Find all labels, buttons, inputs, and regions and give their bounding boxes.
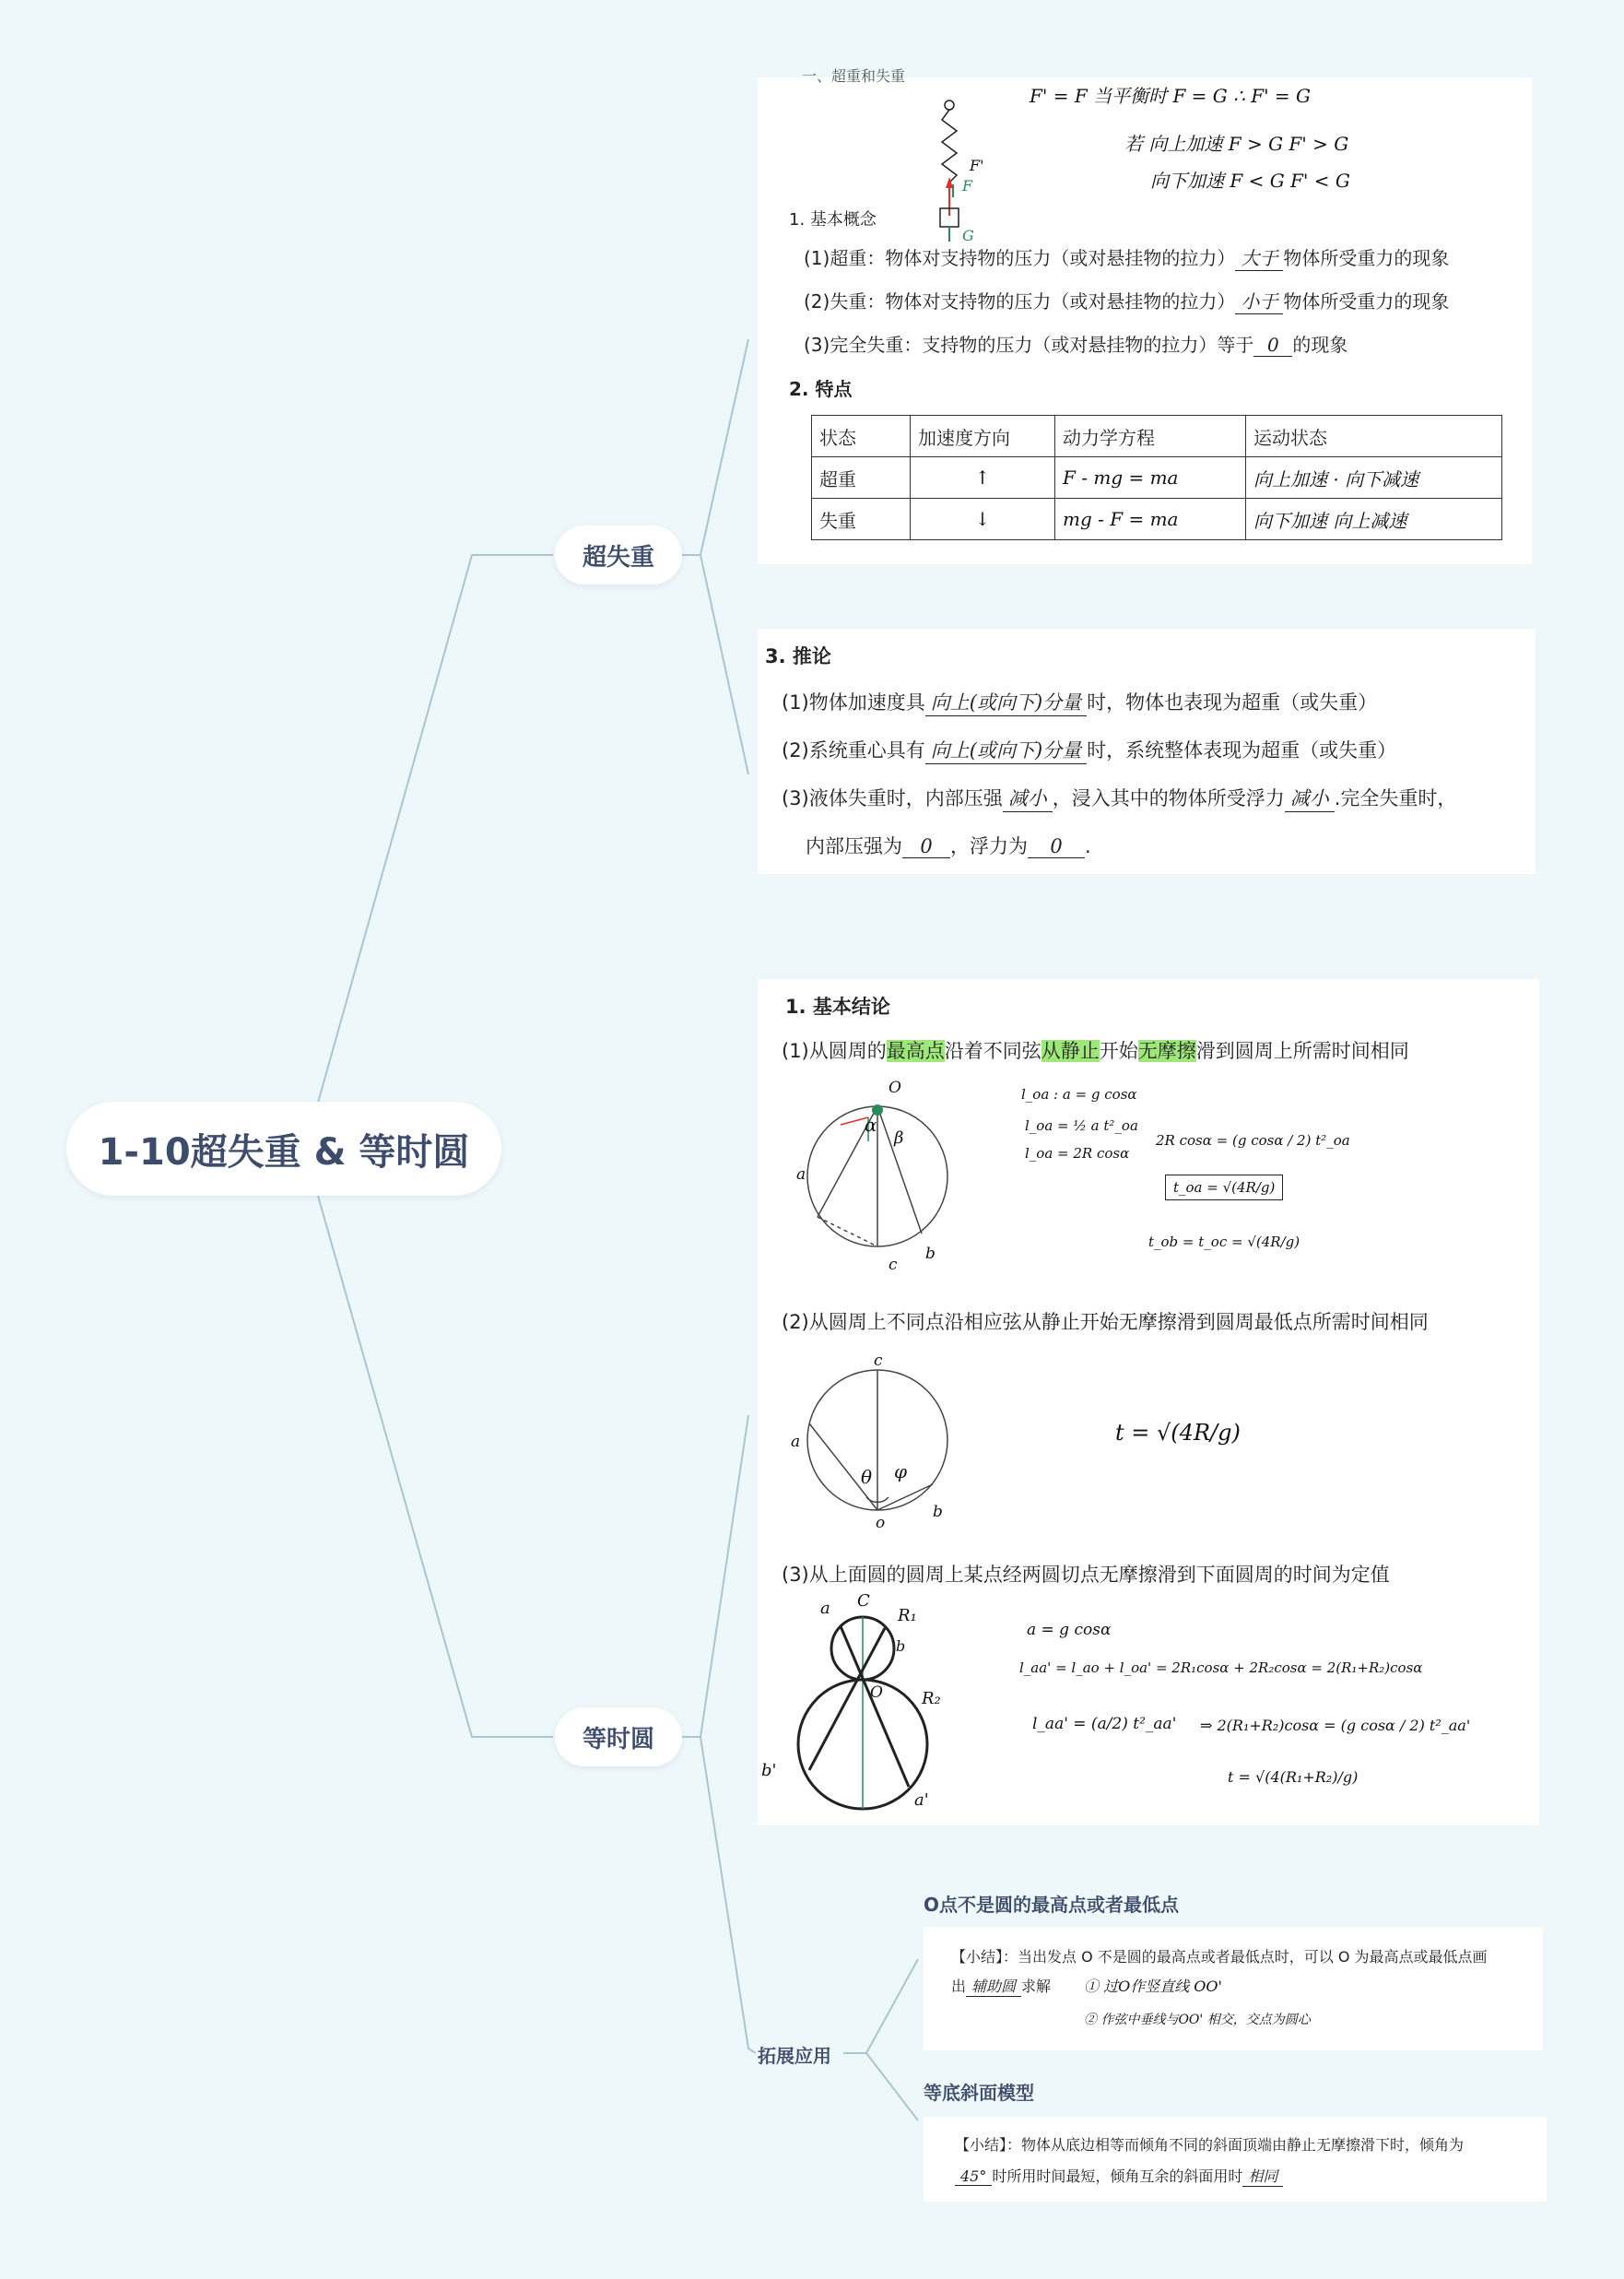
d3-label-c: C [857,1591,870,1611]
formula-line-2: 若 向上加速 F > G F' > G [1124,133,1349,155]
extension-topic-2[interactable]: 等底斜面模型 [924,2082,1034,2104]
d1-label-alpha: α [865,1114,877,1136]
note1-line2: 出 辅助圆 求解 [951,1975,1051,1997]
table-header: 加速度方向 [911,416,1055,457]
features-table [811,415,1502,540]
inference-3: (3)液体失重时，内部压强 减小 ，浸入其中的物体所受浮力 减小 .完全失重时， [782,784,1456,812]
table-cell: mg - F = ma [1055,499,1246,540]
spring-label-f: F [962,177,973,195]
inference-2: (2)系统重心具有 向上(或向下)分量 时，系统整体表现为超重（或失重） [782,736,1396,764]
extension-note-1 [924,1927,1543,2050]
d1-formula-3: l_oa = 2R cosα [1025,1145,1130,1162]
table-header: 运动状态 [1246,416,1502,457]
conclusion-1: (1)从圆周的最高点沿着不同弦从静止开始无摩擦滑到圆周上所需时间相同 [782,1040,1409,1062]
formula-line-3: 向下加速 F < G F' < G [1150,170,1350,192]
d3-label-o: O [870,1683,883,1702]
d2-label-a: a [791,1433,801,1451]
connector-root-overweight [318,555,553,1103]
diagram-two-circles [785,1602,933,1824]
d2-label-phi: φ [894,1460,908,1482]
diagram-circle-bottom [785,1353,951,1529]
d2-label-theta: θ [861,1466,873,1488]
inference-1: (1)物体加速度具 向上(或向下)分量 时，物体也表现为超重（或失重） [782,688,1377,716]
table-cell: 向下加速 向上减速 [1246,499,1502,540]
d3-formula-1: a = g cosα [1027,1621,1112,1639]
root-topic[interactable]: 1-10超失重 & 等时圆 [66,1102,501,1196]
section-basic-concept: 1. 基本概念 [789,210,877,230]
table-cell: ↓ [911,499,1055,540]
spring-label-fprime: F' [970,157,984,174]
d3-formula-3: l_aa' = (a/2) t²_aa' [1032,1715,1177,1733]
connector-overweight-card2 [700,555,748,774]
d1-formula-2: l_oa = ½ a t²_oa [1025,1117,1138,1134]
d2-label-c: c [874,1352,883,1370]
d1-formula-6: t_ob = t_oc = √(4R/g) [1148,1234,1300,1250]
d1-label-b: b [925,1245,936,1263]
table-cell: ↑ [911,457,1055,499]
note2-line2: 45° 时所用时间最短，倾角互余的斜面用时 相同 [955,2165,1283,2187]
table-header: 状态 [812,416,911,457]
d3-label-b: b [896,1637,906,1655]
note1-step-2: ② 作弦中垂线与OO' 相交，交点为圆心 [1084,2013,1311,2027]
d3-formula-2: l_aa' = l_ao + l_oa' = 2R₁cosα + 2R₂cosα = 2(R₁+R₂)cosα [1019,1659,1423,1676]
table-header: 动力学方程 [1055,416,1246,457]
section-features: 2. 特点 [789,378,853,400]
table-cell: 超重 [812,457,911,499]
concept-overweight: (1)超重：物体对支持物的压力（或对悬挂物的拉力） 大于 物体所受重力的现象 [804,243,1449,271]
d1-formula-4: 2R cosα = (g cosα / 2) t²_oa [1156,1132,1350,1149]
connector-isochronous-extension [700,1737,756,2053]
conclusion-2: (2)从圆周上不同点沿相应弦从静止开始无摩擦滑到圆周最低点所需时间相同 [782,1311,1429,1333]
formula-line-1: F' = F 当平衡时 F = G ∴ F' = G [1030,85,1312,107]
d3-label-a: a [820,1599,830,1618]
card-inference [758,629,1536,874]
table-row [812,457,1502,499]
branch-overweight[interactable]: 超失重 [555,525,682,585]
branch-extension[interactable]: 拓展应用 [758,2045,831,2067]
conclusion-3: (3)从上面圆的圆周上某点经两圆切点无摩擦滑到下面圆周的时间为定值 [782,1564,1390,1586]
connector-extension-topic2 [866,2053,918,2120]
concept-complete-weightless: (3)完全失重：支持物的压力（或对悬挂物的拉力）等于 0 的现象 [804,334,1348,356]
d3-label-aprime: a' [914,1790,929,1810]
note2-line1: 【小结】：物体从底边相等而倾角不同的斜面顶端由静止无摩擦滑下时，倾角为 [955,2136,1465,2154]
d3-formula-4: ⇒ 2(R₁+R₂)cosα = (g cosα / 2) t²_aa' [1200,1717,1471,1734]
table-cell: 向上加速 · 向下减速 [1246,457,1502,499]
table-cell: 失重 [812,499,911,540]
d1-formula-1: l_oa : a = g cosα [1021,1086,1137,1103]
card-isochronous [758,979,1539,1825]
d3-label-r1: R₁ [898,1606,917,1625]
table-row [812,499,1502,540]
d3-formula-5: t = √(4(R₁+R₂)/g) [1228,1768,1359,1786]
card-overweight-concepts [758,67,1532,564]
connector-overweight-card1 [682,339,748,555]
d3-label-bprime: b' [761,1761,777,1780]
section-basic-conclusion: 1. 基本结论 [785,996,890,1018]
note1-line1: 【小结】：当出发点 O 不是圆的最高点或者最低点时，可以 O 为最高点或最低点画 [951,1948,1488,1966]
spring-label-g: G [962,227,974,244]
table-cell: F - mg = ma [1055,457,1246,499]
d1-label-a: a [796,1165,806,1184]
extension-topic-1[interactable]: O点不是圆的最高点或者最低点 [924,1894,1180,1916]
section-inference: 3. 推论 [765,645,831,667]
card-top-fragment: 一、超重和失重 [802,67,906,85]
diagram-circle-top [785,1080,951,1265]
note1-step-1: ① 过O作竖直线 OO' [1084,1978,1222,1995]
d3-label-r2: R₂ [922,1689,941,1708]
inference-4: 内部压强为 0 ，浮力为 0 . [806,835,1091,857]
d1-formula-5: t_oa = √(4R/g) [1165,1175,1283,1200]
connector-extension-topic1 [843,1959,918,2053]
concept-weightless: (2)失重：物体对支持物的压力（或对悬挂物的拉力） 小于 物体所受重力的现象 [804,287,1449,314]
table-header-row [812,416,1502,457]
connector-root-isochronous [318,1196,553,1737]
d2-label-o: o [876,1514,886,1532]
connector-isochronous-card3 [682,1415,748,1737]
branch-isochronous[interactable]: 等时圆 [555,1707,682,1766]
d2-label-b: b [933,1503,943,1521]
d1-label-c: c [888,1256,898,1274]
d1-label-o: O [888,1079,901,1097]
d2-formula: t = √(4R/g) [1115,1420,1241,1446]
d1-label-beta: β [894,1128,904,1148]
extension-note-2 [924,2117,1547,2202]
